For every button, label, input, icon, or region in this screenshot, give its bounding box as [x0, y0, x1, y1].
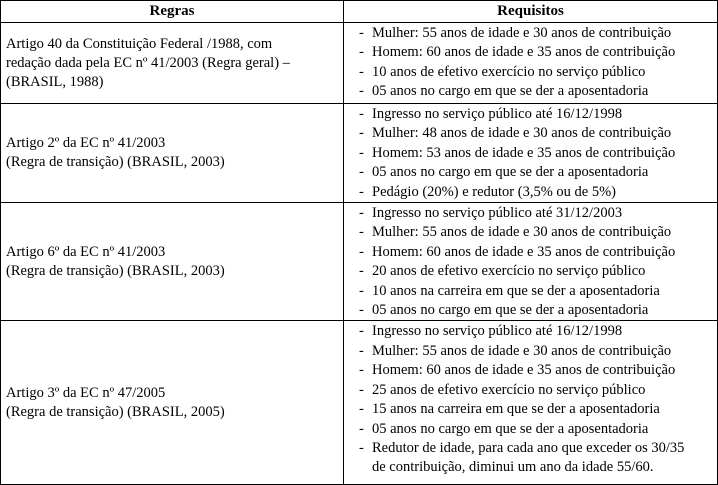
requirements-list [344, 24, 717, 102]
rule-text-line: (BRASIL, 1988) [6, 73, 104, 90]
table-row [1, 203, 718, 321]
requirement-item: - Mulher: 55 anos de idade e 30 anos de contribuição [359, 224, 672, 241]
rule-text-line: Artigo 6º da EC nº 41/2003 [6, 243, 166, 260]
requirements-cell [344, 203, 718, 321]
requirement-item: - Ingresso no serviço público até 16/12/1998 [359, 323, 623, 340]
header-requisitos: Requisitos [344, 1, 718, 23]
rule-text-line: Artigo 2º da EC nº 41/2003 [6, 135, 166, 152]
requirements-list [344, 322, 717, 477]
requirement-item: - Mulher: 48 anos de idade e 30 anos de contribuição [359, 125, 672, 142]
requirement-item: - Homem: 53 anos de idade e 35 anos de contribuição [359, 144, 676, 161]
table-row [1, 104, 718, 203]
requirement-item: - Redutor de idade, para cada ano que exceder os 30/35 de contribuição, diminui um ano da idade 55/60. [359, 439, 685, 476]
requirement-item: - 25 anos de efetivo exercício no serviço público [359, 381, 646, 398]
requirement-item: - 05 anos no cargo em que se der a aposentadoria [359, 164, 649, 181]
requirement-item: - Ingresso no serviço público até 16/12/1998 [359, 106, 623, 122]
requirement-item: - Homem: 60 anos de idade e 35 anos de contribuição [359, 243, 676, 260]
requirement-item: - Pedágio (20%) e redutor (3,5% ou de 5%) [359, 183, 617, 200]
requirement-item: - Mulher: 55 anos de idade e 30 anos de contribuição [359, 342, 672, 359]
rule-cell [1, 321, 344, 485]
requirements-cell [344, 321, 718, 485]
table-row [1, 321, 718, 485]
requirement-item: - Homem: 60 anos de idade e 35 anos de contribuição [359, 362, 676, 379]
requirements-list [344, 204, 717, 320]
header-row [1, 1, 718, 23]
rule-cell [1, 104, 344, 203]
requirement-item: - 05 anos no cargo em que se der a aposentadoria [359, 83, 649, 100]
requirements-cell [344, 23, 718, 104]
rule-text-line: redação dada pela EC nº 41/2003 (Regra geral) – [6, 54, 290, 71]
requirement-item: - 10 anos na carreira em que se der a aposentadoria [359, 282, 660, 299]
rule-cell [1, 23, 344, 104]
header-regras: Regras [1, 1, 344, 23]
requirement-item: - Mulher: 55 anos de idade e 30 anos de contribuição [359, 25, 672, 41]
requirement-item: - 05 anos no cargo em que se der a aposentadoria [359, 420, 649, 437]
requirement-item: - Homem: 60 anos de idade e 35 anos de contribuição [359, 44, 676, 61]
requirement-item: - 10 anos de efetivo exercício no serviço público [359, 63, 646, 80]
rule-cell [1, 203, 344, 321]
requirement-item: - Ingresso no serviço público até 31/12/2003 [359, 205, 623, 222]
rule-text-line: Artigo 3º da EC nº 47/2005 [6, 384, 166, 401]
rule-text-line: Artigo 40 da Constituição Federal /1988, com [6, 35, 273, 52]
rule-text-line: (Regra de transição) (BRASIL, 2003) [6, 262, 225, 279]
rule-text-line: (Regra de transição) (BRASIL, 2003) [6, 154, 225, 171]
requirement-item: - 20 anos de efetivo exercício no serviço público [359, 263, 646, 280]
rule-text-line: (Regra de transição) (BRASIL, 2005) [6, 403, 225, 420]
requirements-list [344, 105, 717, 202]
table-row [1, 23, 718, 104]
requirement-item: - 15 anos na carreira em que se der a aposentadoria [359, 401, 660, 418]
requirements-cell [344, 104, 718, 203]
requirement-item: - 05 anos no cargo em que se der a aposentadoria [359, 302, 649, 319]
